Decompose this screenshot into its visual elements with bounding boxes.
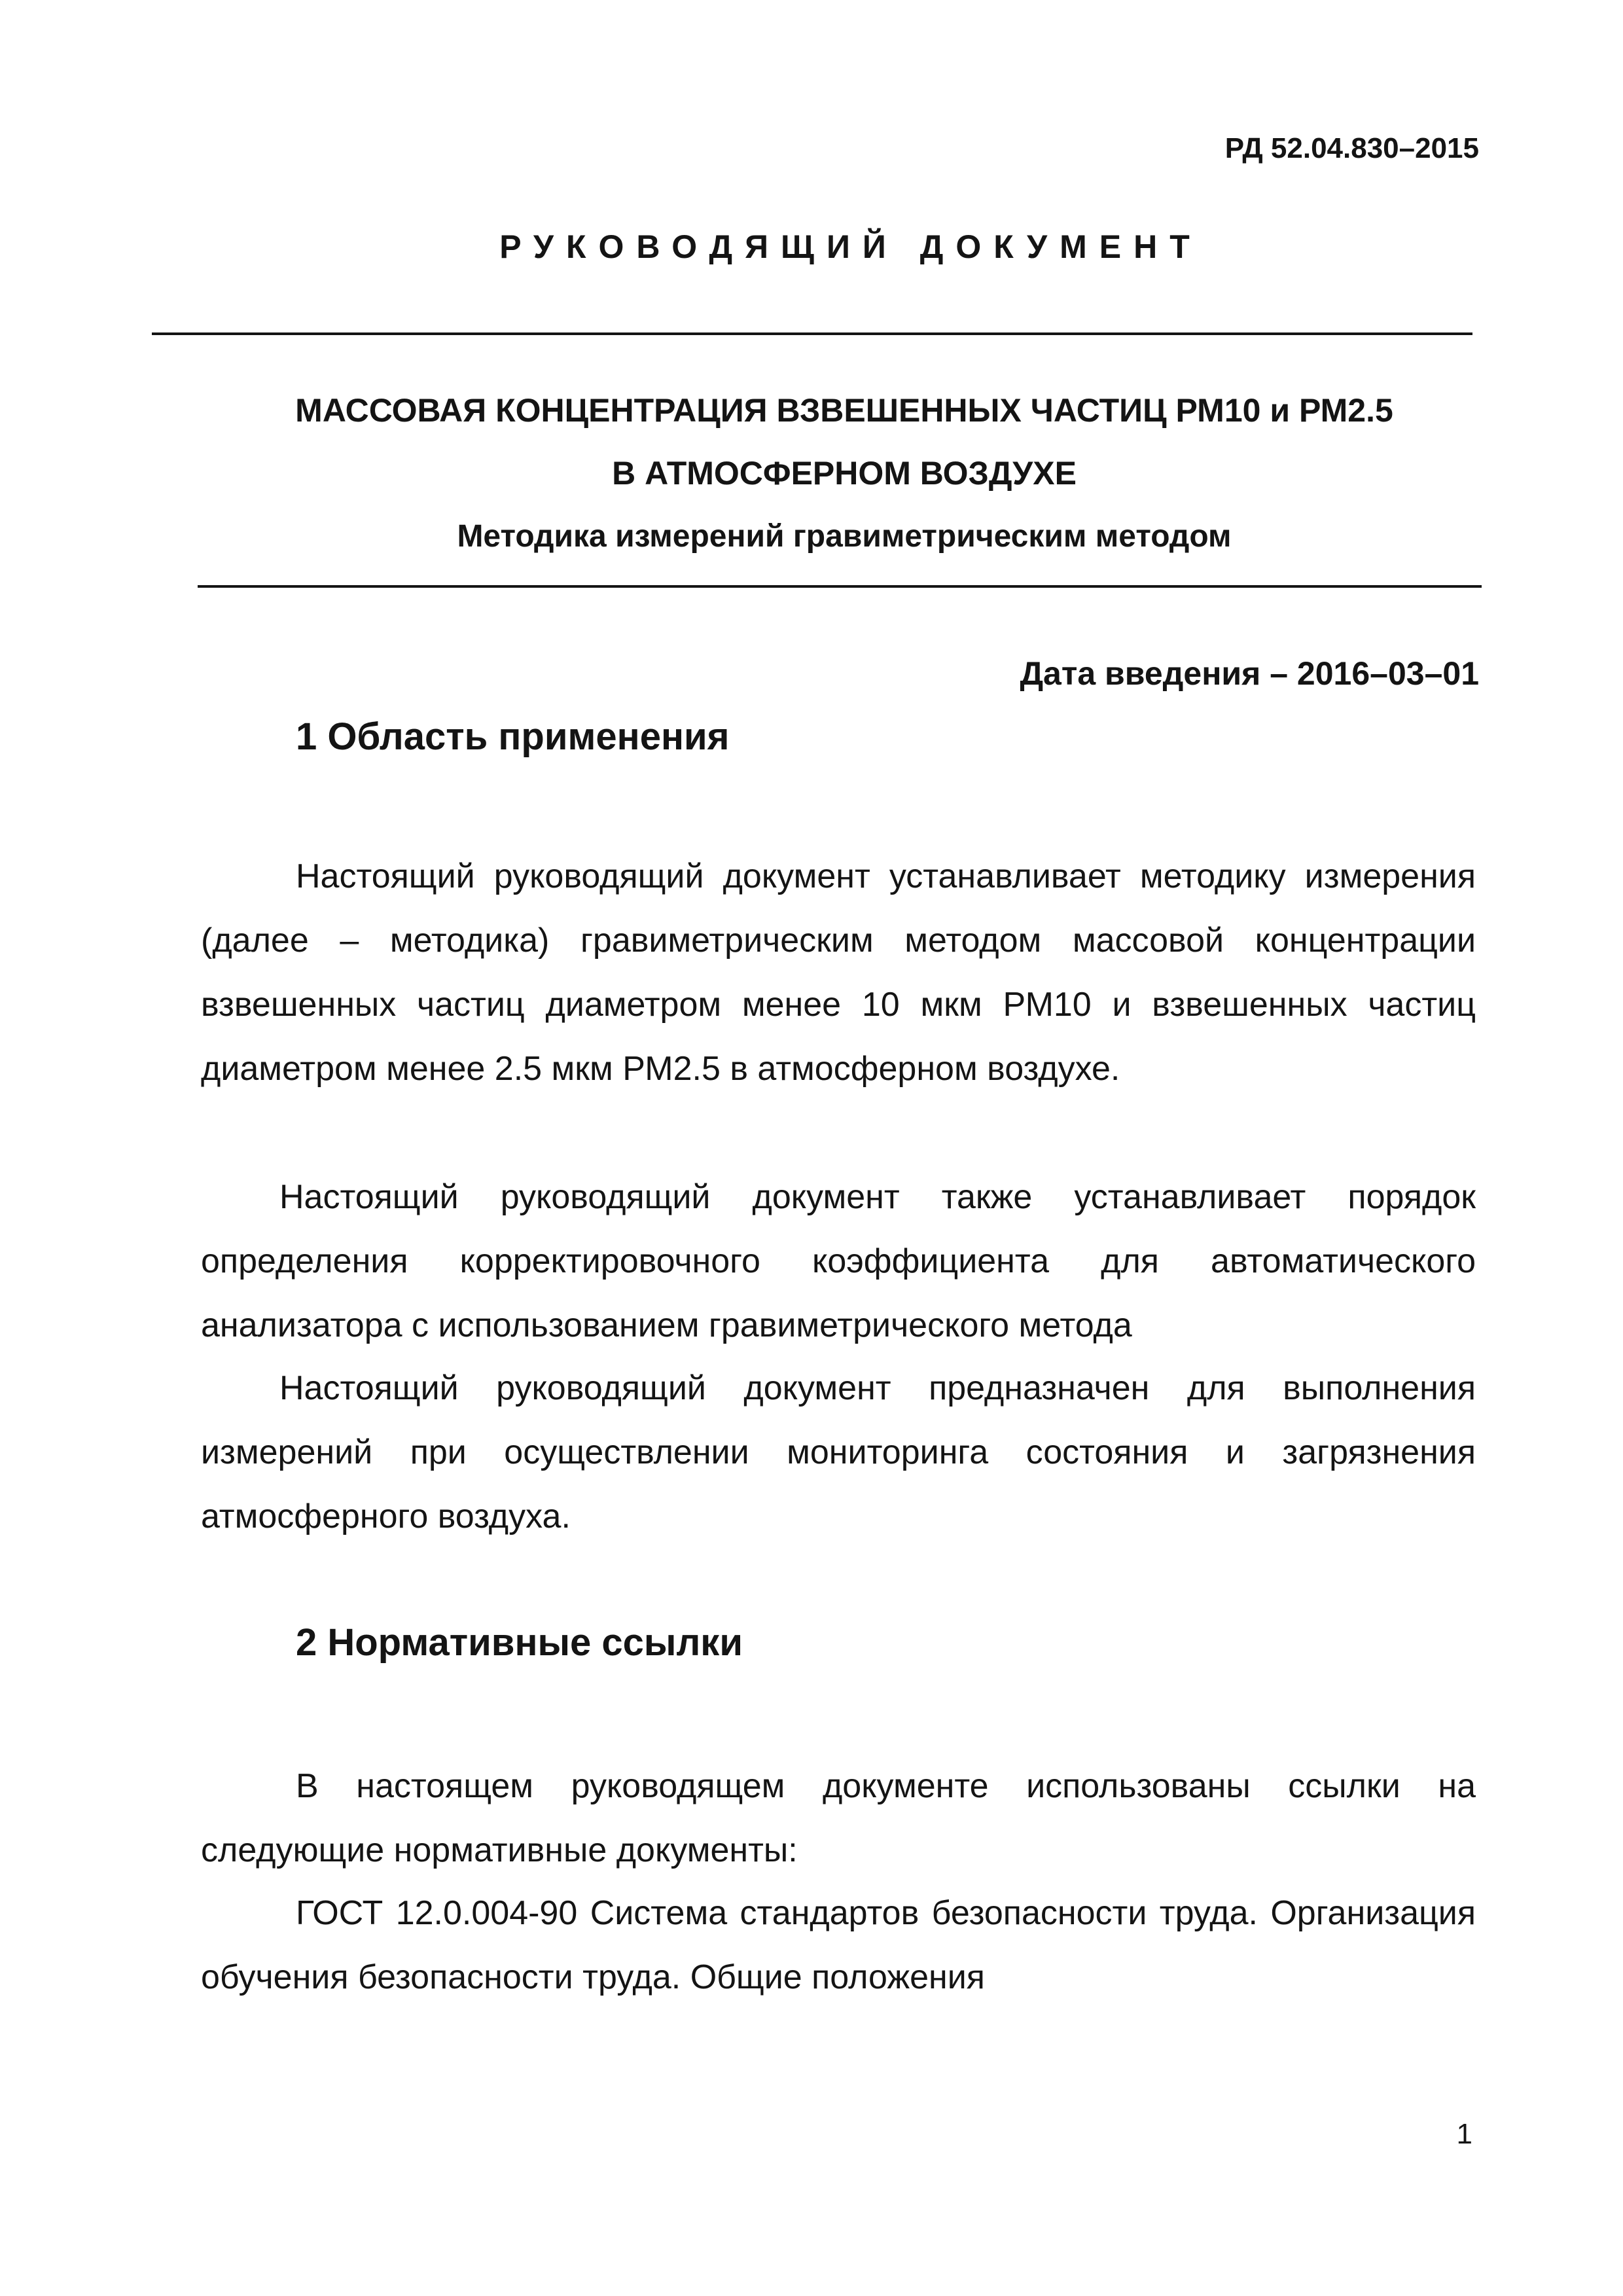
document-kind: РУКОВОДЯЩИЙ ДОКУМЕНТ — [499, 228, 1202, 265]
introduction-date: Дата введения – 2016–03–01 — [1020, 655, 1479, 692]
document-title-line-2: В АТМОСФЕРНОМ ВОЗДУХЕ — [612, 455, 1077, 492]
references-paragraph-1: В настоящем руководящем документе использованы ссылки на следующие нормативные документы: — [201, 1767, 1476, 1869]
scope-paragraph-1: Настоящий руководящий документ устанавливает методику измерения (далее – методика) гравиметрическим методом массовой концентрации взвешенных частиц диаметром менее 10 мкм РМ10 и взвешенных частиц диаметром менее 2.5 мкм РМ2.5 в атмосферном воздухе. — [201, 857, 1476, 1088]
references-paragraph-2: ГОСТ 12.0.004-90 Система стандартов безопасности труда. Организация обучения безопасности труда. Общие положения — [201, 1894, 1476, 1996]
top-divider — [152, 332, 1472, 335]
document-code: РД 52.04.830–2015 — [1224, 132, 1479, 164]
page-number: 1 — [1456, 2118, 1472, 2150]
document-title-line-1: МАССОВАЯ КОНЦЕНТРАЦИЯ ВЗВЕШЕННЫХ ЧАСТИЦ РМ10 и РМ2.5 — [295, 392, 1393, 429]
document-subtitle: Методика измерений гравиметрическим методом — [457, 519, 1232, 554]
section-heading-references: 2 Нормативные ссылки — [296, 1621, 743, 1664]
scope-paragraph-3: Настоящий руководящий документ предназначен для выполнения измерений при осуществлении мониторинга состояния и загрязнения атмосферного воздуха. — [201, 1369, 1476, 1535]
title-divider — [198, 585, 1482, 588]
section-heading-scope: 1 Область применения — [296, 715, 730, 758]
scope-paragraph-2: Настоящий руководящий документ также устанавливает порядок определения корректировочного коэффициента для автоматического анализатора с использованием гравиметрического метода — [201, 1178, 1476, 1344]
